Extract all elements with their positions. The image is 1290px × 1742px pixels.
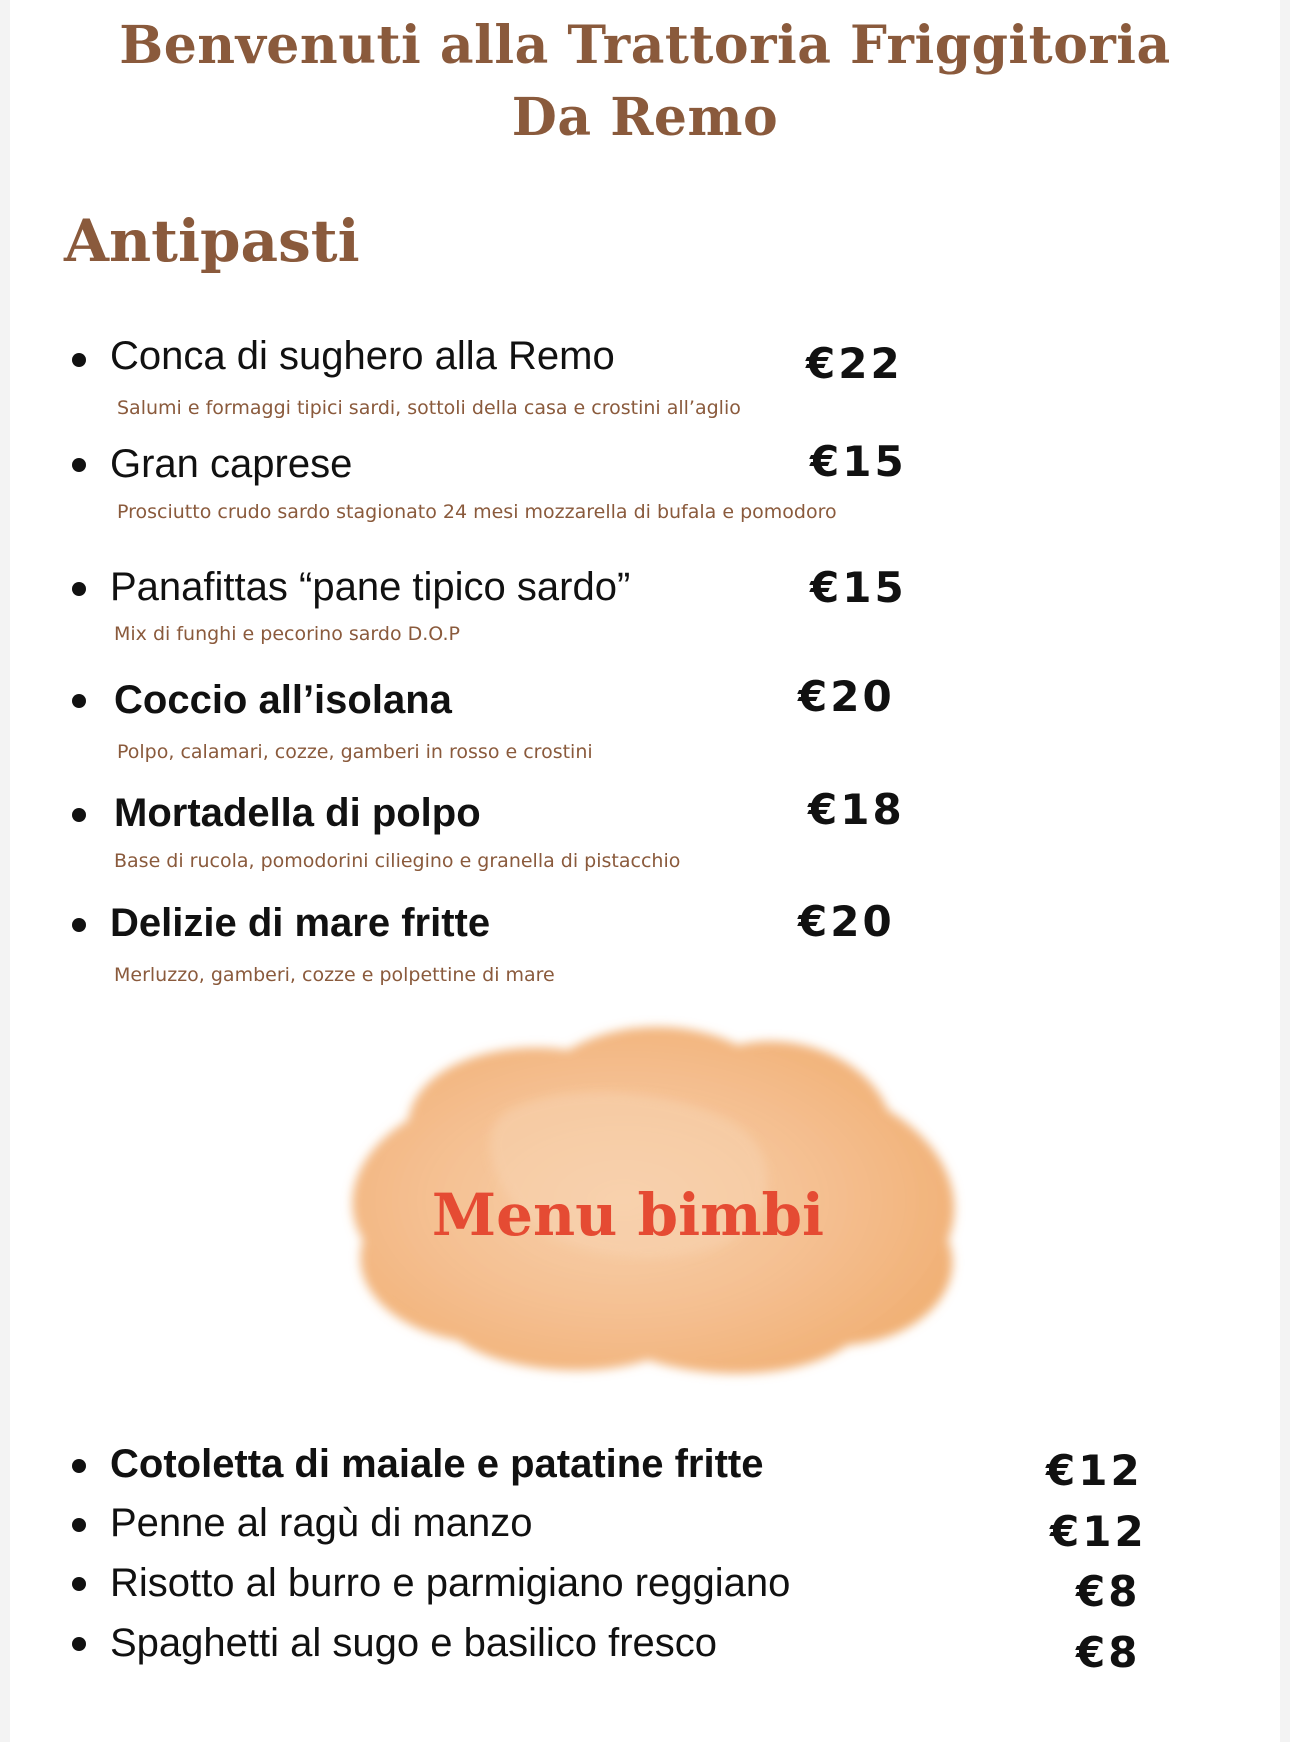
item-price: €8 bbox=[1076, 1628, 1141, 1677]
item-name: Conca di sughero alla Remo bbox=[110, 334, 615, 378]
item-description: Prosciutto crudo sardo stagionato 24 mesi mozzarella di bufala e pomodoro bbox=[117, 501, 837, 523]
bullet-icon bbox=[72, 918, 86, 932]
item-name: Gran caprese bbox=[110, 442, 353, 486]
title-line-1: Benvenuti alla Trattoria Friggitoria bbox=[119, 15, 1171, 76]
bullet-icon bbox=[72, 1518, 86, 1532]
item-name: Delizie di mare fritte bbox=[110, 901, 491, 945]
bullet-icon bbox=[72, 1459, 86, 1473]
item-name: Cotoletta di maiale e patatine fritte bbox=[110, 1442, 764, 1486]
menu-page bbox=[10, 0, 1280, 1742]
bullet-icon bbox=[72, 694, 86, 708]
item-price: €8 bbox=[1076, 1567, 1141, 1616]
bullet-icon bbox=[72, 1577, 86, 1591]
item-price: €12 bbox=[1050, 1507, 1147, 1556]
item-description: Base di rucola, pomodorini ciliegino e granella di pistacchio bbox=[114, 850, 681, 872]
item-price: €15 bbox=[810, 563, 907, 612]
restaurant-title bbox=[10, 10, 1280, 154]
item-description: Salumi e formaggi tipici sardi, sottoli della casa e crostini all’aglio bbox=[117, 397, 741, 419]
item-price: €15 bbox=[810, 437, 907, 486]
item-name: Spaghetti al sugo e basilico fresco bbox=[110, 1621, 718, 1665]
title-line-2: Da Remo bbox=[511, 87, 779, 148]
item-description: Polpo, calamari, cozze, gamberi in rosso e crostini bbox=[117, 741, 593, 763]
bullet-icon bbox=[72, 458, 86, 472]
item-description: Merluzzo, gamberi, cozze e polpettine di mare bbox=[114, 964, 555, 986]
bullet-icon bbox=[72, 1637, 86, 1651]
bullet-icon bbox=[72, 808, 86, 822]
item-name: Penne al ragù di manzo bbox=[110, 1501, 533, 1545]
item-price: €22 bbox=[806, 339, 903, 388]
item-name: Panafittas “pane tipico sardo” bbox=[110, 565, 631, 609]
item-price: €20 bbox=[798, 897, 895, 946]
section-title-menu-bimbi: Menu bimbi bbox=[431, 1181, 825, 1249]
section-title-antipasti: Antipasti bbox=[64, 207, 360, 275]
bullet-icon bbox=[72, 353, 86, 367]
item-name: Coccio all’isolana bbox=[114, 678, 452, 722]
item-name: Risotto al burro e parmigiano reggiano bbox=[110, 1561, 791, 1605]
item-price: €12 bbox=[1046, 1446, 1143, 1495]
item-price: €20 bbox=[798, 672, 895, 721]
item-description: Mix di funghi e pecorino sardo D.O.P bbox=[114, 623, 460, 645]
item-price: €18 bbox=[808, 785, 905, 834]
bullet-icon bbox=[72, 582, 86, 596]
item-name: Mortadella di polpo bbox=[114, 791, 481, 835]
